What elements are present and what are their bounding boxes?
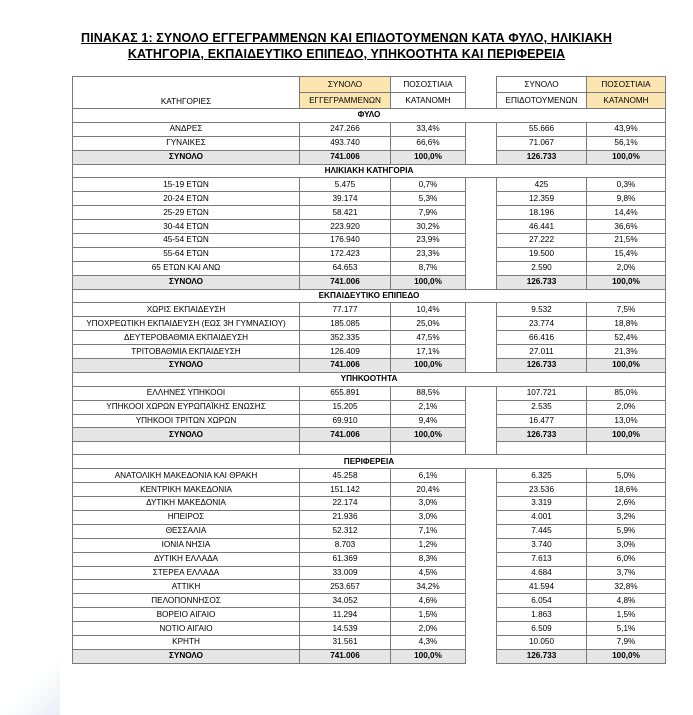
row-label: ΥΠΗΚΟΟΙ ΧΩΡΩΝ ΕΥΡΩΠΑΪΚΗΣ ΕΝΩΣΗΣ: [73, 400, 300, 414]
table-row: [73, 635, 666, 649]
registered-count: 8.703: [300, 538, 391, 552]
registered-count: 493.740: [300, 136, 391, 150]
registered-count: 45.258: [300, 469, 391, 483]
section-title: ΗΛΙΚΙΑΚΗ ΚΑΤΗΓΟΡΙΑ: [73, 164, 666, 178]
registered-share: 3,0%: [391, 510, 466, 524]
column-gap: [466, 303, 497, 317]
subsidized-share: 56,1%: [587, 136, 666, 150]
subsidized-share: 2,6%: [587, 497, 666, 511]
table-row: [73, 608, 666, 622]
registered-count: 741.006: [300, 150, 391, 164]
column-gap: [466, 510, 497, 524]
registered-share: 4,3%: [391, 635, 466, 649]
subsidized-count: 6.325: [497, 469, 587, 483]
section-title: ΦΥΛΟ: [73, 109, 666, 123]
spacer-cell: [73, 442, 300, 455]
table-row: [73, 136, 666, 150]
table-row: [73, 192, 666, 206]
row-label: ΥΠΗΚΟΟΙ ΤΡΙΤΩΝ ΧΩΡΩΝ: [73, 414, 300, 428]
total-row: [73, 649, 666, 663]
registered-share: 10,4%: [391, 303, 466, 317]
registered-count: 21.936: [300, 510, 391, 524]
column-gap: [466, 247, 497, 261]
column-gap: [466, 150, 497, 164]
registered-count: 741.006: [300, 649, 391, 663]
column-gap: [466, 331, 497, 345]
row-label: 25-29 ΕΤΩΝ: [73, 206, 300, 220]
table-row: [73, 524, 666, 538]
column-gap: [466, 622, 497, 636]
subsidized-count: 2.590: [497, 261, 587, 275]
registered-count: 11.294: [300, 608, 391, 622]
registered-count: 223.920: [300, 220, 391, 234]
subsidized-count: 2.535: [497, 400, 587, 414]
registered-share: 100,0%: [391, 150, 466, 164]
column-gap: [466, 77, 497, 109]
table-row: [73, 345, 666, 359]
column-gap: [466, 469, 497, 483]
row-label: 20-24 ΕΤΩΝ: [73, 192, 300, 206]
registered-share: 2,0%: [391, 622, 466, 636]
column-gap: [466, 649, 497, 663]
registered-share: 30,2%: [391, 220, 466, 234]
registered-share: 9,4%: [391, 414, 466, 428]
registered-share: 100,0%: [391, 275, 466, 289]
registered-share: 33,4%: [391, 122, 466, 136]
row-label: ΣΥΝΟΛΟ: [73, 150, 300, 164]
table-row: [73, 538, 666, 552]
subsidized-count: 71.067: [497, 136, 587, 150]
row-label: ΓΥΝΑΙΚΕΣ: [73, 136, 300, 150]
subsidized-count: 12.359: [497, 192, 587, 206]
table-row: [73, 122, 666, 136]
table-row: [73, 303, 666, 317]
registered-share: 5,3%: [391, 192, 466, 206]
registered-share: 17,1%: [391, 345, 466, 359]
total-row: [73, 428, 666, 442]
subsidized-share: 13,0%: [587, 414, 666, 428]
column-gap: [466, 275, 497, 289]
subsidized-count: 18.196: [497, 206, 587, 220]
registered-count: 64.653: [300, 261, 391, 275]
section-header-row: [73, 455, 666, 469]
subsidized-share: 5,0%: [587, 469, 666, 483]
table-row: [73, 317, 666, 331]
subsidized-count: 3.740: [497, 538, 587, 552]
registered-count: 172.423: [300, 247, 391, 261]
table-row: [73, 552, 666, 566]
registered-share: 47,5%: [391, 331, 466, 345]
table-row: [73, 178, 666, 192]
registered-count: 61.369: [300, 552, 391, 566]
registered-share: 34,2%: [391, 580, 466, 594]
table-row: [73, 510, 666, 524]
column-gap: [466, 234, 497, 248]
registered-count: 33.009: [300, 566, 391, 580]
subsidized-count: 126.733: [497, 428, 587, 442]
column-gap: [466, 414, 497, 428]
column-gap: [466, 317, 497, 331]
spacer-cell: [300, 442, 391, 455]
header-pct2-line1: ΠΟΣΟΣΤΙΑΙΑ: [587, 77, 666, 93]
table-row: [73, 483, 666, 497]
subsidized-count: 27.011: [497, 345, 587, 359]
subsidized-count: 23.774: [497, 317, 587, 331]
column-gap: [466, 261, 497, 275]
subsidized-share: 32,8%: [587, 580, 666, 594]
registered-count: 352.335: [300, 331, 391, 345]
row-label: ΣΥΝΟΛΟ: [73, 359, 300, 373]
column-gap: [466, 635, 497, 649]
row-label: ΕΛΛΗΝΕΣ ΥΠΗΚΟΟΙ: [73, 386, 300, 400]
registered-share: 2,1%: [391, 400, 466, 414]
subsidized-share: 1,5%: [587, 608, 666, 622]
registered-share: 4,5%: [391, 566, 466, 580]
table-row: [73, 220, 666, 234]
registered-count: 741.006: [300, 275, 391, 289]
registered-count: 176.940: [300, 234, 391, 248]
subsidized-share: 7,5%: [587, 303, 666, 317]
subsidized-count: 6.509: [497, 622, 587, 636]
table-row: [73, 331, 666, 345]
total-row: [73, 150, 666, 164]
column-gap: [466, 400, 497, 414]
table-row: [73, 469, 666, 483]
registered-count: 655.891: [300, 386, 391, 400]
row-label: ΝΟΤΙΟ ΑΙΓΑΙΟ: [73, 622, 300, 636]
registered-share: 8,3%: [391, 552, 466, 566]
table-title-line-2: ΚΑΤΗΓΟΡΙΑ, ΕΚΠΑΙΔΕΥΤΙΚΟ ΕΠΙΠΕΔΟ, ΥΠΗΚΟΟΤΗΤΑ ΚΑΙ ΠΕΡΙΦΕΡΕΙΑ: [127, 47, 566, 61]
registered-share: 66,6%: [391, 136, 466, 150]
row-label: ΔΥΤΙΚΗ ΜΑΚΕΔΟΝΙΑ: [73, 497, 300, 511]
registered-share: 23,9%: [391, 234, 466, 248]
registered-count: 5.475: [300, 178, 391, 192]
header-registered-line2: ΕΓΓΕΓΡΑΜΜΕΝΩΝ: [300, 93, 391, 109]
row-label: ΔΥΤΙΚΗ ΕΛΛΑΔΑ: [73, 552, 300, 566]
column-gap: [466, 192, 497, 206]
column-gap: [466, 206, 497, 220]
column-gap: [466, 122, 497, 136]
subsidized-share: 21,3%: [587, 345, 666, 359]
header-pct-line2: ΚΑΤΑΝΟΜΗ: [391, 93, 466, 109]
registered-share: 25,0%: [391, 317, 466, 331]
registered-count: 58.421: [300, 206, 391, 220]
registered-share: 100,0%: [391, 649, 466, 663]
section-header-row: [73, 164, 666, 178]
column-gap: [466, 178, 497, 192]
subsidized-share: 52,4%: [587, 331, 666, 345]
table-row: [73, 566, 666, 580]
subsidized-share: 100,0%: [587, 275, 666, 289]
spacer-cell: [391, 442, 466, 455]
registered-count: 77.177: [300, 303, 391, 317]
row-label: ΚΡΗΤΗ: [73, 635, 300, 649]
row-label: ΒΟΡΕΙΟ ΑΙΓΑΙΟ: [73, 608, 300, 622]
table-title-line-1: ΠΙΝΑΚΑΣ 1: ΣΥΝΟΛΟ ΕΓΓΕΓΡΑΜΜΕΝΩΝ ΚΑΙ ΕΠΙΔΟΤΟΥΜΕΝΩΝ ΚΑΤΑ ΦΥΛΟ, ΗΛΙΚΙΑΚΗ: [81, 31, 612, 45]
header-subsidized-line2: ΕΠΙΔΟΤΟΥΜΕΝΩΝ: [497, 93, 587, 109]
registered-count: 34.052: [300, 594, 391, 608]
subsidized-share: 85,0%: [587, 386, 666, 400]
subsidized-count: 126.733: [497, 150, 587, 164]
subsidized-count: 23.536: [497, 483, 587, 497]
subsidized-share: 2,0%: [587, 261, 666, 275]
column-gap: [466, 428, 497, 442]
row-label: ΠΕΛΟΠΟΝΝΗΣΟΣ: [73, 594, 300, 608]
header-categories: ΚΑΤΗΓΟΡΙΕΣ: [73, 77, 300, 109]
column-gap: [466, 580, 497, 594]
subsidized-share: 5,9%: [587, 524, 666, 538]
registered-share: 7,9%: [391, 206, 466, 220]
registered-count: 69.910: [300, 414, 391, 428]
registered-count: 151.142: [300, 483, 391, 497]
row-label: 45-54 ΕΤΩΝ: [73, 234, 300, 248]
registered-count: 253.657: [300, 580, 391, 594]
table-row: [73, 247, 666, 261]
row-label: 15-19 ΕΤΩΝ: [73, 178, 300, 192]
subsidized-count: 7.613: [497, 552, 587, 566]
total-row: [73, 359, 666, 373]
subsidized-share: 14,4%: [587, 206, 666, 220]
table-row: [73, 234, 666, 248]
column-gap: [466, 345, 497, 359]
section-header-row: [73, 289, 666, 303]
row-label: 65 ΕΤΩΝ ΚΑΙ ΑΝΩ: [73, 261, 300, 275]
row-label: 55-64 ΕΤΩΝ: [73, 247, 300, 261]
row-label: ΣΥΝΟΛΟ: [73, 275, 300, 289]
column-gap: [466, 524, 497, 538]
subsidized-share: 100,0%: [587, 649, 666, 663]
subsidized-share: 2,0%: [587, 400, 666, 414]
row-label: ΑΝΔΡΕΣ: [73, 122, 300, 136]
registered-share: 1,5%: [391, 608, 466, 622]
registered-count: 31.561: [300, 635, 391, 649]
section-title: ΥΠΗΚΟΟΤΗΤΑ: [73, 372, 666, 386]
subsidized-share: 9,8%: [587, 192, 666, 206]
subsidized-count: 107.721: [497, 386, 587, 400]
subsidized-share: 100,0%: [587, 359, 666, 373]
row-label: ΚΕΝΤΡΙΚΗ ΜΑΚΕΔΟΝΙΑ: [73, 483, 300, 497]
header-subsidized-line1: ΣΥΝΟΛΟ: [497, 77, 587, 93]
subsidized-count: 27.222: [497, 234, 587, 248]
column-gap: [466, 608, 497, 622]
subsidized-count: 66.416: [497, 331, 587, 345]
subsidized-share: 5,1%: [587, 622, 666, 636]
subsidized-share: 43,9%: [587, 122, 666, 136]
section-header-row: [73, 109, 666, 123]
registered-share: 6,1%: [391, 469, 466, 483]
registered-share: 23,3%: [391, 247, 466, 261]
total-row: [73, 275, 666, 289]
header-row-1: [73, 77, 666, 93]
row-label: ΤΡΙΤΟΒΑΘΜΙΑ ΕΚΠΑΙΔΕΥΣΗ: [73, 345, 300, 359]
registered-count: 14.539: [300, 622, 391, 636]
header-registered-line1: ΣΥΝΟΛΟ: [300, 77, 391, 93]
registered-share: 8,7%: [391, 261, 466, 275]
subsidized-count: 46.441: [497, 220, 587, 234]
subsidized-count: 19.500: [497, 247, 587, 261]
subsidized-share: 6,0%: [587, 552, 666, 566]
row-label: ΘΕΣΣΑΛΙΑ: [73, 524, 300, 538]
subsidized-share: 18,6%: [587, 483, 666, 497]
spacer-cell: [587, 442, 666, 455]
subsidized-count: 1.863: [497, 608, 587, 622]
header-pct-line1: ΠΟΣΟΣΤΙΑΙΑ: [391, 77, 466, 93]
subsidized-share: 7,9%: [587, 635, 666, 649]
column-gap: [466, 594, 497, 608]
subsidized-count: 10.050: [497, 635, 587, 649]
registered-count: 15.205: [300, 400, 391, 414]
section-title: ΠΕΡΙΦΕΡΕΙΑ: [73, 455, 666, 469]
subsidized-share: 21,5%: [587, 234, 666, 248]
registered-count: 39.174: [300, 192, 391, 206]
registered-count: 741.006: [300, 359, 391, 373]
subsidized-share: 4,8%: [587, 594, 666, 608]
subsidized-share: 18,8%: [587, 317, 666, 331]
subsidized-share: 36,6%: [587, 220, 666, 234]
column-gap: [466, 566, 497, 580]
row-label: ΣΥΝΟΛΟ: [73, 428, 300, 442]
table-row: [73, 497, 666, 511]
column-gap: [466, 538, 497, 552]
row-label: ΙΟΝΙΑ ΝΗΣΙΑ: [73, 538, 300, 552]
row-label: ΑΝΑΤΟΛΙΚΗ ΜΑΚΕΔΟΝΙΑ ΚΑΙ ΘΡΑΚΗ: [73, 469, 300, 483]
column-gap: [466, 497, 497, 511]
table-row: [73, 206, 666, 220]
subsidized-count: 4.001: [497, 510, 587, 524]
registered-share: 100,0%: [391, 428, 466, 442]
column-gap: [466, 442, 497, 455]
subsidized-share: 3,7%: [587, 566, 666, 580]
table-row: [73, 594, 666, 608]
column-gap: [466, 359, 497, 373]
registered-share: 3,0%: [391, 497, 466, 511]
registered-count: 126.409: [300, 345, 391, 359]
statistics-table: [72, 76, 666, 664]
section-header-row: [73, 372, 666, 386]
registered-count: 741.006: [300, 428, 391, 442]
registered-share: 20,4%: [391, 483, 466, 497]
table-row: [73, 261, 666, 275]
row-label: ΑΤΤΙΚΗ: [73, 580, 300, 594]
row-label: ΣΥΝΟΛΟ: [73, 649, 300, 663]
column-gap: [466, 386, 497, 400]
subsidized-count: 126.733: [497, 275, 587, 289]
table-row: [73, 580, 666, 594]
subsidized-count: 41.594: [497, 580, 587, 594]
registered-share: 4,6%: [391, 594, 466, 608]
section-title: ΕΚΠΑΙΔΕΥΤΙΚΟ ΕΠΙΠΕΔΟ: [73, 289, 666, 303]
column-gap: [466, 136, 497, 150]
subsidized-share: 3,2%: [587, 510, 666, 524]
row-label: ΗΠΕΙΡΟΣ: [73, 510, 300, 524]
spacer-row: [73, 442, 666, 455]
table-row: [73, 386, 666, 400]
table-row: [73, 400, 666, 414]
column-gap: [466, 483, 497, 497]
row-label: 30-44 ΕΤΩΝ: [73, 220, 300, 234]
registered-count: 185.085: [300, 317, 391, 331]
table-row: [73, 414, 666, 428]
registered-count: 247.266: [300, 122, 391, 136]
subsidized-count: 16.477: [497, 414, 587, 428]
subsidized-share: 3,0%: [587, 538, 666, 552]
registered-share: 100,0%: [391, 359, 466, 373]
row-label: ΧΩΡΙΣ ΕΚΠΑΙΔΕΥΣΗ: [73, 303, 300, 317]
subsidized-count: 3.319: [497, 497, 587, 511]
subsidized-count: 7.445: [497, 524, 587, 538]
subsidized-count: 425: [497, 178, 587, 192]
table-title: [60, 30, 633, 62]
subsidized-share: 100,0%: [587, 150, 666, 164]
subsidized-share: 15,4%: [587, 247, 666, 261]
column-gap: [466, 552, 497, 566]
statistics-table-body: [73, 77, 666, 664]
row-label: ΣΤΕΡΕΑ ΕΛΛΑΔΑ: [73, 566, 300, 580]
subsidized-count: 126.733: [497, 359, 587, 373]
subsidized-count: 6.054: [497, 594, 587, 608]
subsidized-count: 9.532: [497, 303, 587, 317]
registered-count: 22.174: [300, 497, 391, 511]
subsidized-count: 55.666: [497, 122, 587, 136]
registered-share: 1,2%: [391, 538, 466, 552]
registered-share: 7,1%: [391, 524, 466, 538]
registered-share: 88,5%: [391, 386, 466, 400]
row-label: ΔΕΥΤΕΡΟΒΑΘΜΙΑ ΕΚΠΑΙΔΕΥΣΗ: [73, 331, 300, 345]
registered-count: 52.312: [300, 524, 391, 538]
subsidized-share: 0,3%: [587, 178, 666, 192]
spacer-cell: [497, 442, 587, 455]
registered-share: 0,7%: [391, 178, 466, 192]
header-pct2-line2: ΚΑΤΑΝΟΜΗ: [587, 93, 666, 109]
subsidized-count: 126.733: [497, 649, 587, 663]
table-row: [73, 622, 666, 636]
subsidized-count: 4.684: [497, 566, 587, 580]
page-corner-decoration: [0, 655, 60, 715]
column-gap: [466, 220, 497, 234]
row-label: ΥΠΟΧΡΕΩΤΙΚΗ ΕΚΠΑΙΔΕΥΣΗ (ΕΩΣ 3Η ΓΥΜΝΑΣΙΟΥ): [73, 317, 300, 331]
subsidized-share: 100,0%: [587, 428, 666, 442]
